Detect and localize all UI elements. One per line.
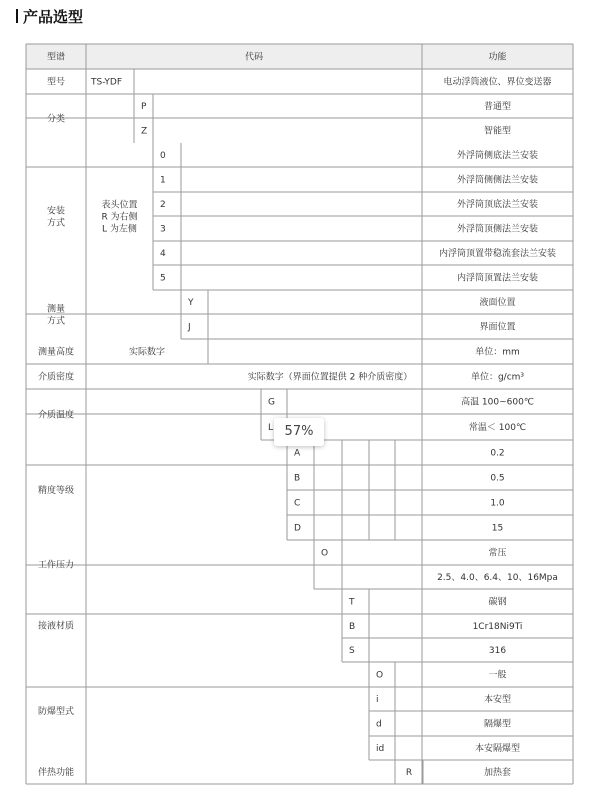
function-text: 单位：mm: [475, 347, 520, 358]
function-text: 本安型: [483, 695, 512, 705]
function-text: 液面位置: [479, 298, 516, 308]
function-text: 0.2: [490, 448, 505, 459]
option-code: J: [188, 322, 191, 333]
option-code: d: [376, 719, 382, 730]
row-label: 介质温度: [37, 410, 75, 421]
row-label: 分类: [46, 114, 66, 125]
option-code: i: [376, 695, 379, 705]
row-label: 安装方式: [46, 206, 66, 229]
function-text: 内浮筒顶置带稳流套法兰安装: [438, 249, 557, 259]
row-label: 测量方式: [46, 304, 66, 327]
option-code: C: [294, 498, 301, 509]
function-text: 1Cr18Ni9Ti: [472, 622, 523, 632]
function-text: 15: [491, 523, 504, 534]
option-code: B: [294, 473, 301, 484]
function-text: 内浮筒顶置法兰安装: [456, 273, 539, 284]
header-type: 型谱: [46, 52, 66, 63]
height-code: 实际数字: [128, 347, 166, 358]
option-code: B: [349, 622, 356, 632]
option-code: id: [376, 744, 385, 754]
row-label: 精度等级: [37, 486, 75, 496]
option-code: P: [141, 102, 147, 112]
density-code: 实际数字（界面位置提供 2 种介质密度）: [247, 372, 413, 383]
row-label: 接液材质: [37, 621, 75, 632]
function-text: 界面位置: [479, 322, 516, 333]
header-code: 代码: [244, 52, 264, 63]
row-label: 伴热功能: [37, 768, 75, 778]
option-code: 5: [160, 273, 166, 284]
option-code: 2: [160, 200, 166, 210]
function-text: 1.0: [490, 498, 505, 509]
function-text: 外浮筒顶底法兰安装: [456, 200, 539, 210]
function-text: 电动浮筒液位、界位变送器: [443, 77, 552, 88]
option-code: 1: [160, 175, 166, 186]
option-code: Y: [188, 298, 194, 308]
option-code: G: [268, 397, 275, 408]
function-text: 隔爆型: [483, 719, 512, 730]
header-function: 功能: [488, 52, 507, 63]
function-text: 加热套: [483, 768, 512, 778]
option-code: 0: [160, 151, 166, 161]
option-code: T: [349, 597, 355, 608]
function-text: 常压: [488, 548, 507, 559]
model-code: TS-YDF: [91, 77, 122, 88]
option-code: O: [376, 670, 384, 681]
option-code: D: [294, 523, 301, 534]
option-code: Z: [141, 126, 148, 137]
function-text: 外浮筒侧侧法兰安装: [456, 175, 539, 186]
function-text: 一般: [488, 670, 507, 681]
function-text: 外浮筒侧底法兰安装: [456, 151, 539, 161]
zoom-indicator: 57%: [274, 418, 324, 446]
heading-text: 产品选型: [23, 8, 84, 26]
row-label: 型号: [46, 77, 66, 88]
function-text: 常温＜ 100℃: [468, 423, 527, 433]
row-label: 介质密度: [37, 372, 75, 383]
function-text: 高温 100~600℃: [461, 397, 534, 408]
heat-code: R: [405, 768, 413, 778]
row-label: 测量高度: [37, 347, 75, 358]
function-text: 单位：g/cm³: [470, 372, 525, 383]
install-note: 表头位置 R 为右侧 L 为左侧: [101, 200, 138, 235]
function-text: 普通型: [483, 102, 512, 112]
function-text: 智能型: [483, 126, 512, 137]
function-text: 0.5: [490, 473, 505, 484]
row-label: 工作压力: [37, 560, 75, 571]
function-text: 2.5、4.0、6.4、10、16Mpa: [437, 573, 558, 583]
row-label: 防爆型式: [37, 707, 75, 717]
function-text: 316: [488, 646, 507, 656]
function-text: 碳钢: [488, 597, 507, 608]
option-code: 4: [160, 249, 166, 259]
option-code: O: [321, 548, 329, 559]
function-text: 本安隔爆型: [474, 744, 521, 754]
function-text: 外浮筒顶侧法兰安装: [456, 224, 539, 235]
option-code: A: [294, 448, 301, 459]
option-code: L: [268, 423, 274, 433]
option-code: S: [349, 646, 355, 656]
option-code: 3: [160, 224, 166, 235]
